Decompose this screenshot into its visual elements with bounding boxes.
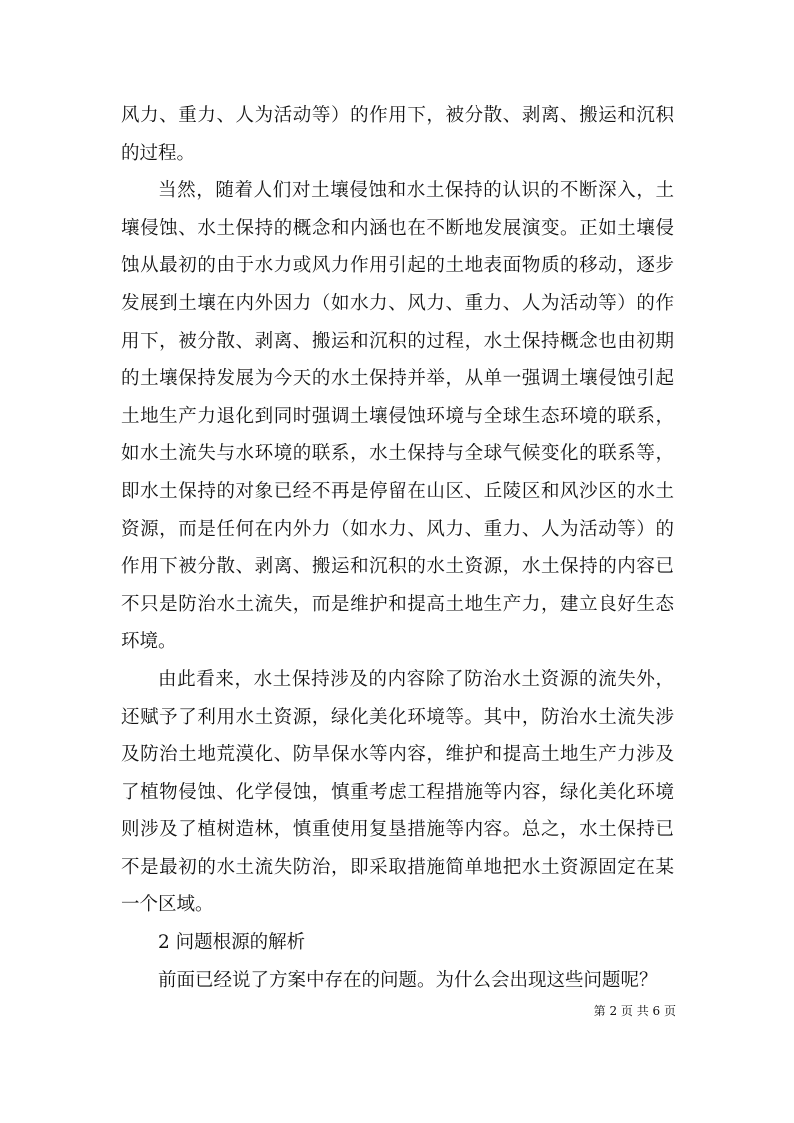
paragraph-question: 前面已经说了方案中存在的问题。为什么会出现这些问题呢？ (158, 969, 658, 991)
paragraph-continuation: 风力、重力、人为活动等）的作用下，被分散、剥离、搬运和沉积的过程。 (121, 105, 674, 164)
paragraph-concept-evolution: 当然，随着人们对土壤侵蚀和水土保持的认识的不断深入，土壤侵蚀、水土保持的概念和内涵也在不断地发展演变。正如土壤侵蚀从最初的由于水力或风力作用引起的土地表面物质的移动，逐步发展到土壤在内外因力（如水力、风力、重力、人为活动等）的作用下，被分散、剥离、搬运和沉积的过程，水土保持概念也由初期的土壤保持发展为今天的水土保持并举，从单一强调土壤侵蚀引起土地生产力退化到同时强调土壤侵蚀环境与全球生态环境的联系，如水土流失与水环境的联系，水土保持与全球气候变化的联系等，即水土保持的对象已经不再是停留在山区、丘陵区和风沙区的水土资源，而是任何在内外力（如水力、风力、重力、人为活动等）的作用下被分散、剥离、搬运和沉积的水土资源，水土保持的内容已不只是防治水土流失，而是维护和提高土地生产力，建立良好生态环境。 (121, 180, 674, 653)
page-number-footer: 第 2 页 共 6 页 (593, 1004, 676, 1018)
document-body (121, 97, 674, 999)
paragraph-scope: 由此看来，水土保持涉及的内容除了防治水土资源的流失外，还赋予了利用水土资源，绿化美化环境等。其中，防治水土流失涉及防治土地荒漠化、防旱保水等内容，维护和提高土地生产力涉及了植物侵蚀、化学侵蚀，慎重考虑工程措施等内容，绿化美化环境则涉及了植树造林，慎重使用复垦措施等内容。总之，水土保持已不是最初的水土流失防治，即采取措施简单地把水土资源固定在某一个区域。 (121, 668, 674, 916)
section-heading: 2 问题根源的解析 (158, 932, 306, 954)
